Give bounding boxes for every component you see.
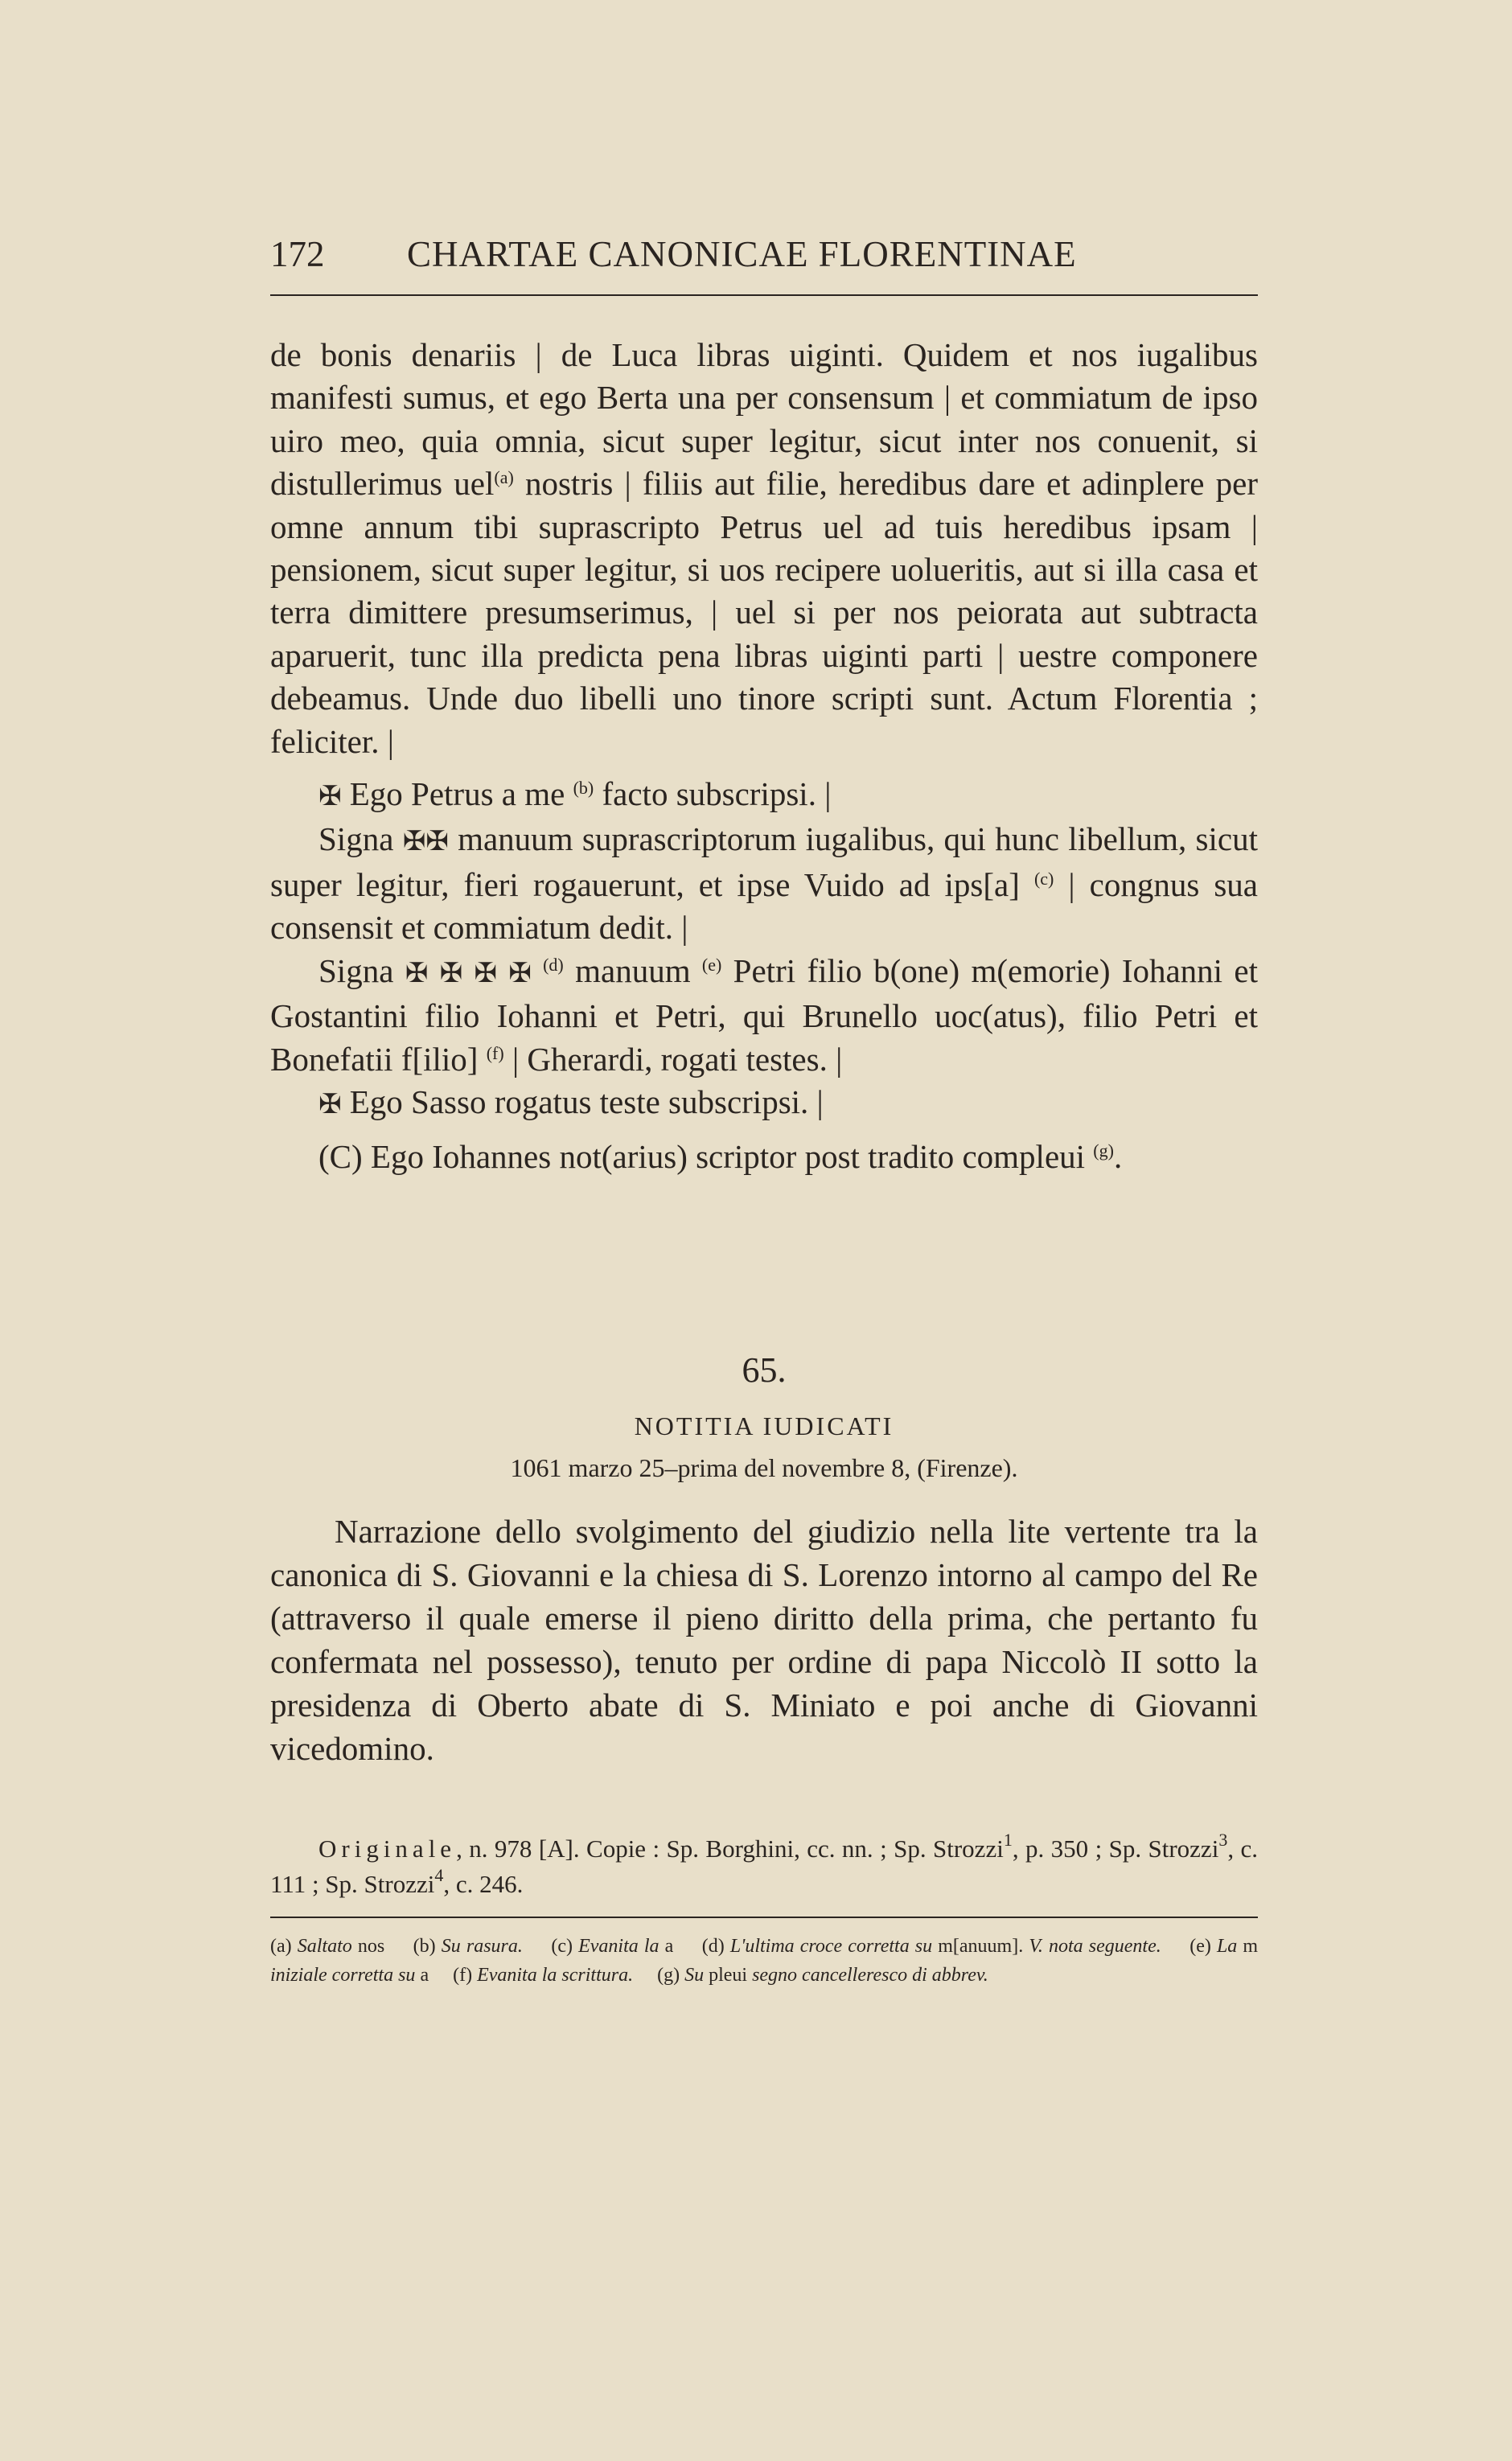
footnote-ref-e: (e)	[701, 954, 722, 975]
header-rule	[270, 294, 1258, 296]
signa-testes: Signa ✠ ✠ ✠ ✠ $^{(d)}$ manuum $^{(e)}$ Petri filio b(one) m(emorie) Iohanni et Gostantini filio Iohanni et Petri, qui Brunello uoc(atus), filio Petri et Bonefatii f[ilio] $^{(f)}$ | Gherardi, rogati testes. |	[270, 951, 1258, 1078]
source-label: Originale	[318, 1834, 457, 1863]
cross-icon: ✠	[508, 956, 532, 989]
document-number: 65.	[742, 1350, 787, 1390]
cross-icon: ✠	[439, 956, 463, 989]
subscription-petrus: ✠ Ego Petrus a me $^{(b)}$ facto subscripsi. |	[318, 775, 832, 813]
footnote-rule	[270, 1917, 1258, 1918]
footnote-ref-f: (f)	[486, 1042, 504, 1063]
charter-paragraph: de bonis denariis | de Luca libras uiginti. Quidem et nos iugalibus manifesti sumus, et ego Berta una per consensum | et commiatum de ipso uiro meo, quia omnia, sicut super legitur, sicut inter nos conuenit, si distullerimus uel$^{(a)}$ nostris | filiis aut filie, heredibus dare et adinplere per omne annum tibi suprascripto Petrus uel ad tuis heredibus ipsam | pensionem, sicut super legitur, si uos recipere uolueritis, aut si illa casa et terra dimittere presumserimus, | uel si per nos peiorata aut subtracta aparuerit, tunc illa predicta pena libras uiginti parti | uestre componere debeamus. Unde duo libelli uno tinore scripti sunt. Actum Florentia ; feliciter. |	[270, 336, 1258, 760]
document-summary	[270, 1510, 1258, 1770]
summary-text: Narrazione dello svolgimento del giudizio nella lite vertente tra la canonica di S. Giovanni e la chiesa di S. Lorenzo intorno al campo del Re (attraverso il quale emerse il pieno diritto della prima, che pertanto fu confermata nel possesso), tenuto per ordine di papa Niccolò II sotto la presidenza di Oberto abate di S. Miniato e poi anche di Giovanni vicedomino.	[270, 1513, 1258, 1767]
cross-icon: ✠	[318, 1087, 342, 1120]
cross-icon: ✠	[425, 825, 449, 858]
cross-icon: ✠	[405, 956, 429, 989]
cross-icon: ✠	[318, 780, 342, 813]
running-header	[270, 233, 1258, 290]
notary-completion: (C) Ego Iohannes not(arius) scriptor post tradito compleui $^{(g)}$.	[318, 1138, 1123, 1176]
subscription-sasso: ✠ Ego Sasso rogatus teste subscripsi. |	[318, 1083, 824, 1120]
footnote-ref-d: (d)	[543, 954, 564, 975]
footnote-ref-c: (c)	[1033, 868, 1054, 889]
footnote-ref-g: (g)	[1093, 1140, 1114, 1161]
page-number: 172	[270, 234, 325, 274]
footnote-ref-a: (a)	[494, 467, 514, 488]
footnotes	[270, 1932, 1258, 1990]
source-description: Originale, n. 978 [A]. Copie : Sp. Borghini, cc. nn. ; Sp. Strozzi$^1$, p. 350 ; Sp. Strozzi$^3$, c. 111 ; Sp. Strozzi$^4$, c. 246.	[270, 1830, 1258, 1898]
cross-icon: ✠	[402, 825, 426, 858]
document-date: 1061 marzo 25–prima del novembre 8, (Firenze).	[510, 1453, 1018, 1482]
document-title: NOTITIA IUDICATI	[634, 1411, 894, 1440]
footnote-ref-b: (b)	[573, 778, 594, 799]
footnote-list: (a) Saltato nos (b) Su rasura. (c) Evanita la a (d) L'ultima croce corretta su m[anuum]. V. nota seguente. (e) La m iniziale corretta su a (f) Evanita la scrittura. (g) Su pleui segno cancelleresco di abbrev.	[270, 1936, 1259, 1986]
charter-text	[270, 334, 1258, 1179]
running-title: CHARTAE CANONICAE FLORENTINAE	[407, 234, 1077, 274]
cross-icon: ✠	[474, 956, 497, 989]
signa-iugalibus: Signa ✠✠ manuum suprascriptorum iugalibus, qui hunc libellum, sicut super legitur, fieri rogauerunt, et ipse Vuido ad ips[a] $^{(c)}$ | congnus sua consensit et commiatum dedit. |	[270, 820, 1258, 947]
